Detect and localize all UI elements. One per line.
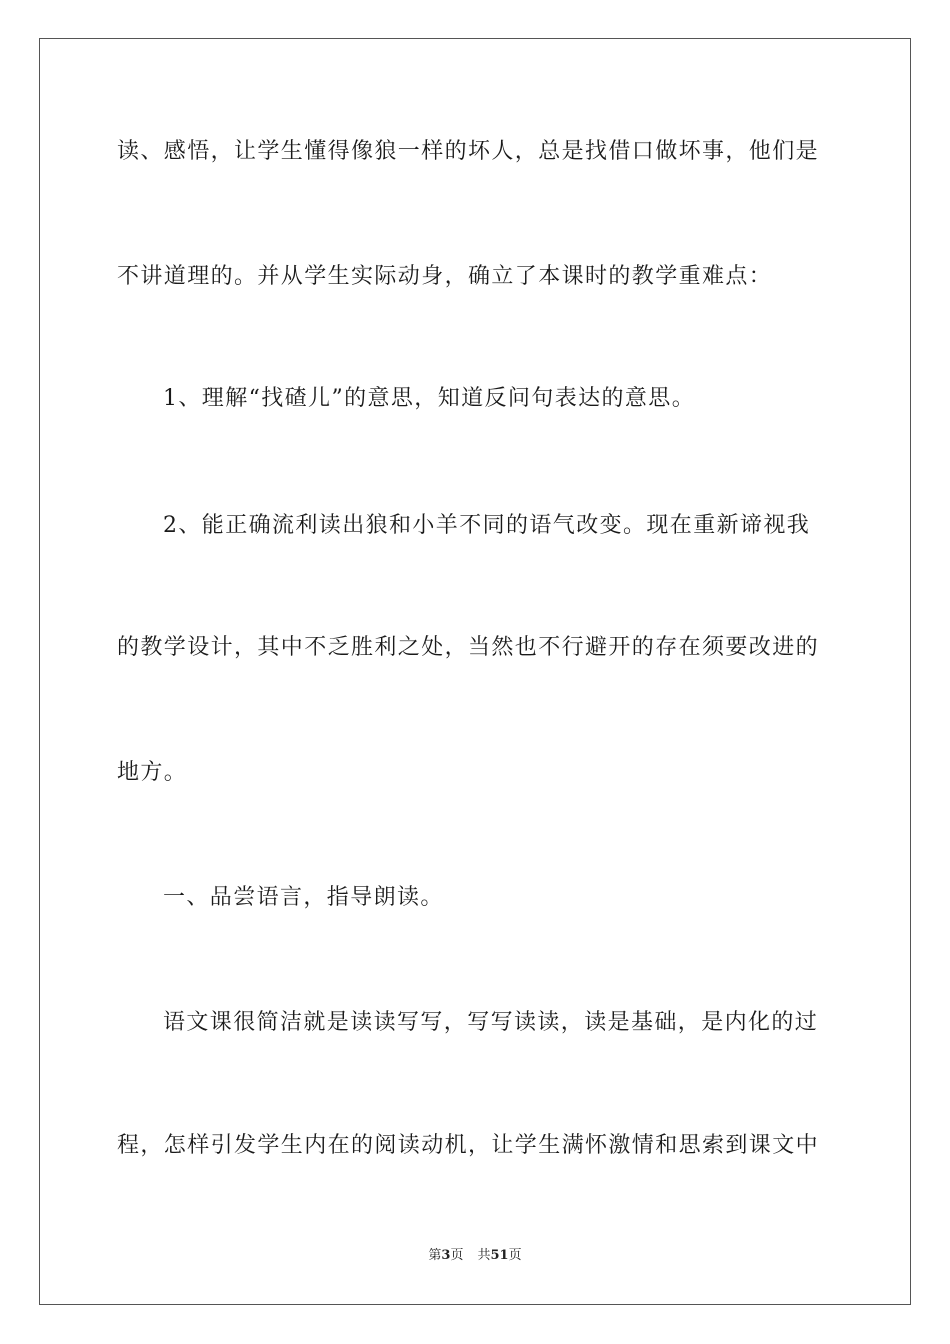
total-suffix: 页	[508, 1248, 522, 1263]
page-number: 3	[441, 1248, 451, 1263]
page-footer	[0, 1247, 950, 1265]
text-line-4: 2、能正确流利读出狼和小羊不同的语气改变。现在重新谛视我	[163, 513, 811, 538]
text-line-8: 语文课很简洁就是读读写写，写写读读，读是基础，是内化的过	[163, 1010, 819, 1035]
text-line-6: 地方。	[117, 760, 188, 785]
text-line-5: 的教学设计，其中不乏胜利之处，当然也不行避开的存在须要改进的	[117, 635, 820, 660]
page-border	[39, 38, 911, 1305]
page-prefix: 第	[428, 1248, 442, 1263]
total-pages: 51	[490, 1248, 509, 1263]
text-line-9: 程，怎样引发学生内在的阅读动机，让学生满怀激情和思索到课文中	[117, 1133, 820, 1158]
page-suffix: 页	[450, 1248, 464, 1263]
text-line-7: 一、品尝语言，指导朗读。	[163, 885, 444, 910]
total-prefix: 共	[477, 1248, 491, 1263]
text-line-3: 1、理解“找碴儿”的意思，知道反问句表达的意思。	[163, 386, 696, 411]
text-line-2: 不讲道理的。并从学生实际动身，确立了本课时的教学重难点：	[117, 264, 773, 289]
text-line-1: 读、感悟，让学生懂得像狼一样的坏人，总是找借口做坏事，他们是	[117, 139, 820, 164]
